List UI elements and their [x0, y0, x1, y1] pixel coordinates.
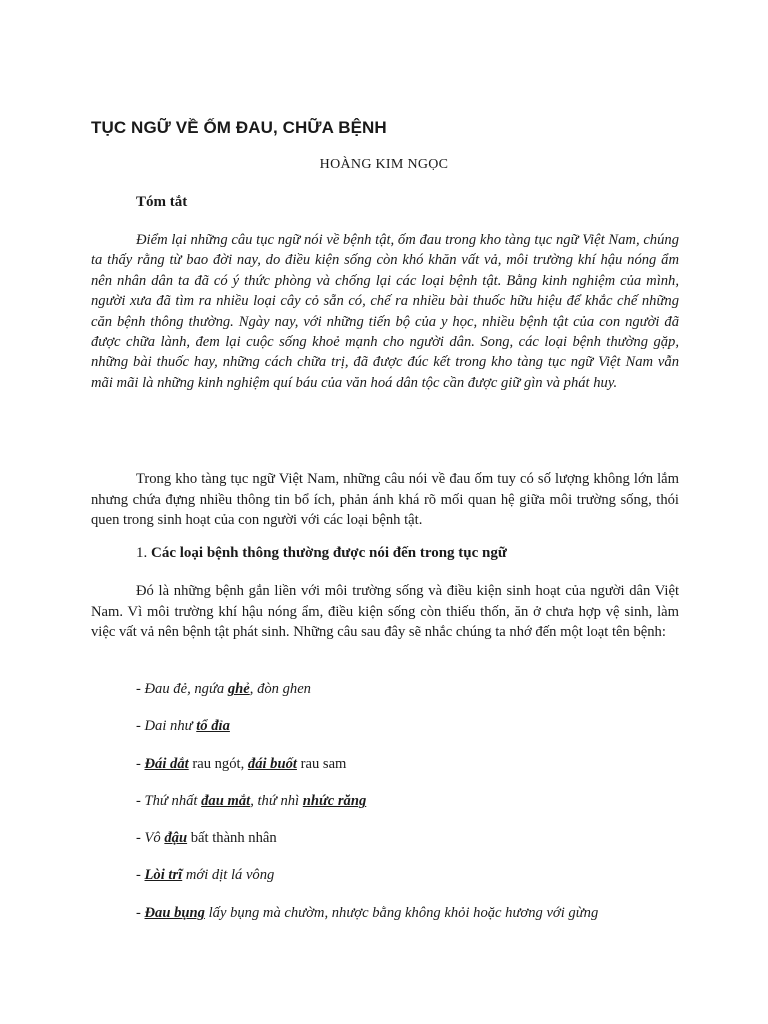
proverb-line [136, 756, 346, 773]
disease-term: Đau bụng [144, 905, 205, 921]
proverb-text: lấy bụng mà chườm, nhược bằng không khỏi hoặc hương với gừng [204, 905, 599, 921]
document-title: TỤC NGỮ VỀ ỐM ĐAU, CHỮA BỆNH [91, 118, 387, 137]
abstract-heading: Tóm tắt [136, 194, 188, 210]
proverb-text: - Thứ nhất [136, 793, 202, 809]
disease-term: nhức răng [302, 793, 367, 809]
proverb-text: - Dai như [136, 718, 197, 734]
author-name: HOÀNG KIM NGỌC [319, 157, 449, 172]
section-number: 1. [136, 545, 148, 561]
disease-term: đái buốt [247, 756, 297, 772]
proverb-text: - Đau đẻ, ngứa [136, 681, 228, 697]
proverb-text: - Vô [136, 830, 165, 846]
proverb-line [136, 905, 598, 922]
disease-term: đậu [164, 830, 188, 846]
proverb-text: - [136, 867, 145, 883]
proverb-line [136, 681, 311, 698]
proverb-text: - [136, 905, 145, 921]
proverb-text: bất thành nhân [187, 830, 277, 846]
section-paragraph: Đó là những bệnh gắn liền với môi trường sống và điều kiện sinh hoạt của người dân Việt Nam. Vì môi trường khí hậu nóng ẩm, điều kiện sống còn thiếu thốn, ăn ở chưa hợp vệ sinh, làm việc vất vả nên bệnh tật phát sinh. Những câu sau đây sẽ nhắc chúng ta nhớ đến một loạt tên bệnh: [91, 583, 679, 640]
proverb-line [136, 793, 366, 810]
proverb-text: rau sam [296, 756, 347, 772]
proverb-text: , đòn ghen [249, 681, 311, 697]
proverb-text: , thứ nhì [250, 793, 303, 809]
proverb-text: mới dịt lá vông [182, 867, 275, 883]
section-heading [136, 545, 507, 562]
disease-term: Lòi trĩ [144, 867, 183, 883]
proverb-line [136, 867, 274, 884]
intro-paragraph: Trong kho tàng tục ngữ Việt Nam, những câu nói về đau ốm tuy có số lượng không lớn lắm nhưng chứa đựng nhiều thông tin bổ ích, phản ánh khá rõ mối quan hệ giữa môi trường sống, thói quen trong sinh hoạt của con người với các loại bệnh tật. [91, 471, 679, 528]
disease-term: ghẻ [227, 681, 250, 697]
disease-term: Đái dắt [144, 756, 189, 772]
abstract-text: Điểm lại những câu tục ngữ nói về bệnh tật, ốm đau trong kho tàng tục ngữ Việt Nam, chúng ta thấy rằng từ bao đời nay, do điều kiện sống còn khó khăn vất vả, môi trường khí hậu nóng ẩm nên nhân dân ta đã có ý thức phòng và chống lại các loại bệnh tật. Bằng kinh nghiệm của mình, người xưa đã tìm ra nhiều loại cây cỏ sẵn có, chế ra nhiều bài thuốc hữu hiệu để khắc chế những căn bệnh thông thường. Ngày nay, với những tiến bộ của y học, nhiều bệnh tật của con người đã được chữa lành, đem lại cuộc sống khoẻ mạnh cho người dân. Song, các loại bệnh thường gặp, những bài thuốc hay, những cách chữa trị, đã được đúc kết trong kho tàng tục ngữ Việt Nam vẫn mãi mãi là những kinh nghiệm quí báu của văn hoá dân tộc cần được giữ gìn và phát huy. [91, 232, 679, 391]
disease-term: đau mắt [201, 793, 251, 809]
disease-term: tổ đỉa [196, 718, 230, 734]
proverb-text: rau ngót, [188, 756, 248, 772]
proverb-line [136, 830, 277, 847]
proverb-text: - [136, 756, 145, 772]
proverb-line [136, 718, 230, 735]
section-title: Các loại bệnh thông thường được nói đến trong tục ngữ [151, 545, 507, 561]
